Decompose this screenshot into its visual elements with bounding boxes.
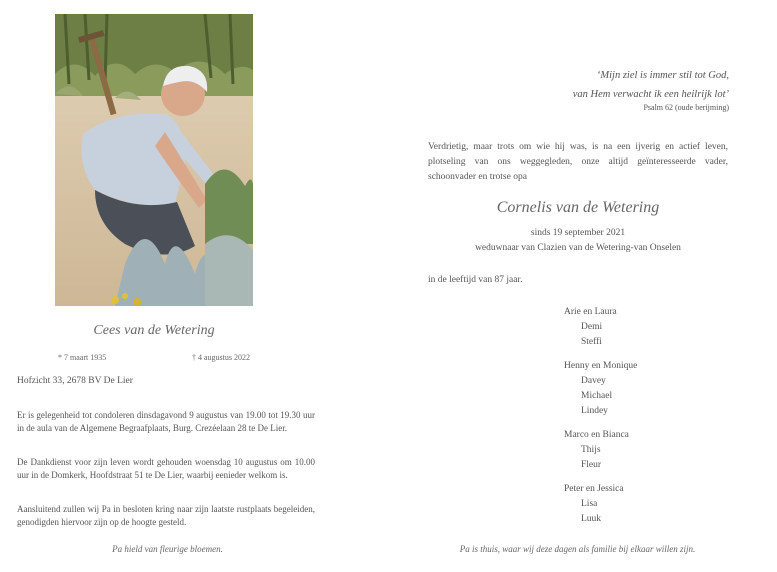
condolence-paragraph: Er is gelegenheid tot condoleren dinsdagavond 9 augustus van 19.00 tot 19.30 uur in de aula van de Algemene Begraafplaats, Burg. Crezéelaan 28 te De Lier. bbox=[17, 410, 315, 433]
family-group bbox=[564, 428, 637, 473]
deceased-full-name: Cornelis van de Wetering bbox=[496, 199, 660, 216]
grandchild: Michael bbox=[581, 391, 613, 401]
family-group bbox=[564, 482, 637, 527]
family-group bbox=[564, 359, 637, 419]
portrait-photo bbox=[55, 14, 253, 306]
home-address: Hofzicht 33, 2678 BV De Lier bbox=[17, 376, 133, 386]
grandchild: Thijs bbox=[581, 445, 601, 455]
grandchild: Lindey bbox=[581, 406, 608, 416]
death-date: † 4 augustus 2022 bbox=[192, 353, 250, 362]
grandchild: Demi bbox=[581, 322, 603, 332]
family-home-note: Pa is thuis, waar wij deze dagen als familie bij elkaar willen zijn. bbox=[459, 544, 696, 554]
family-parents: Peter en Jessica bbox=[564, 484, 624, 494]
quote-source: Psalm 62 (oude berijming) bbox=[643, 103, 729, 112]
widower-of: weduwnaar van Clazien van de Wetering-van Onselen bbox=[475, 243, 681, 253]
widowed-since: sinds 19 september 2021 bbox=[530, 228, 626, 238]
family-group bbox=[564, 305, 637, 350]
grandchild: Davey bbox=[581, 376, 606, 386]
quote-line-2: van Hem verwacht ik een heilrijk lot’ bbox=[572, 89, 729, 100]
family-parents: Arie en Laura bbox=[564, 307, 617, 317]
birth-date: * 7 maart 1935 bbox=[58, 353, 107, 362]
flowers-note: Pa hield van fleurige bloemen. bbox=[112, 544, 223, 554]
grandchild: Luuk bbox=[581, 514, 602, 524]
grandchild: Fleur bbox=[581, 460, 602, 470]
quote-line-1: ‘Mijn ziel is immer stil tot God, bbox=[596, 70, 729, 81]
family-parents: Henny en Monique bbox=[564, 361, 638, 371]
service-paragraph: De Dankdienst voor zijn leven wordt gehouden woensdag 10 augustus om 10.00 uur in de Domkerk, Hoofdstraat 51 te De Lier, waarbij eenieder welkom is. bbox=[17, 457, 315, 480]
grandchild: Lisa bbox=[581, 499, 598, 509]
burial-paragraph: Aansluitend zullen wij Pa in besloten kring naar zijn laatste rustplaats begeleiden, genodigden hiervoor zijn op de hoogte gesteld. bbox=[17, 504, 315, 527]
family-parents: Marco en Bianca bbox=[564, 430, 629, 440]
grandchild: Steffi bbox=[581, 337, 602, 347]
age-line: in de leeftijd van 87 jaar. bbox=[428, 275, 523, 285]
psalm-quote bbox=[469, 66, 729, 104]
announcement-intro: Verdrietig, maar trots om wie hij was, is na een ijverig en actief leven, plotseling van ons weggegleden, onze altijd geïnteresseerde vader, schoonvader en trotse opa bbox=[428, 142, 728, 182]
gardening-man-image bbox=[55, 14, 253, 306]
family-list bbox=[564, 305, 637, 536]
deceased-name-short: Cees van de Wetering bbox=[93, 323, 215, 338]
